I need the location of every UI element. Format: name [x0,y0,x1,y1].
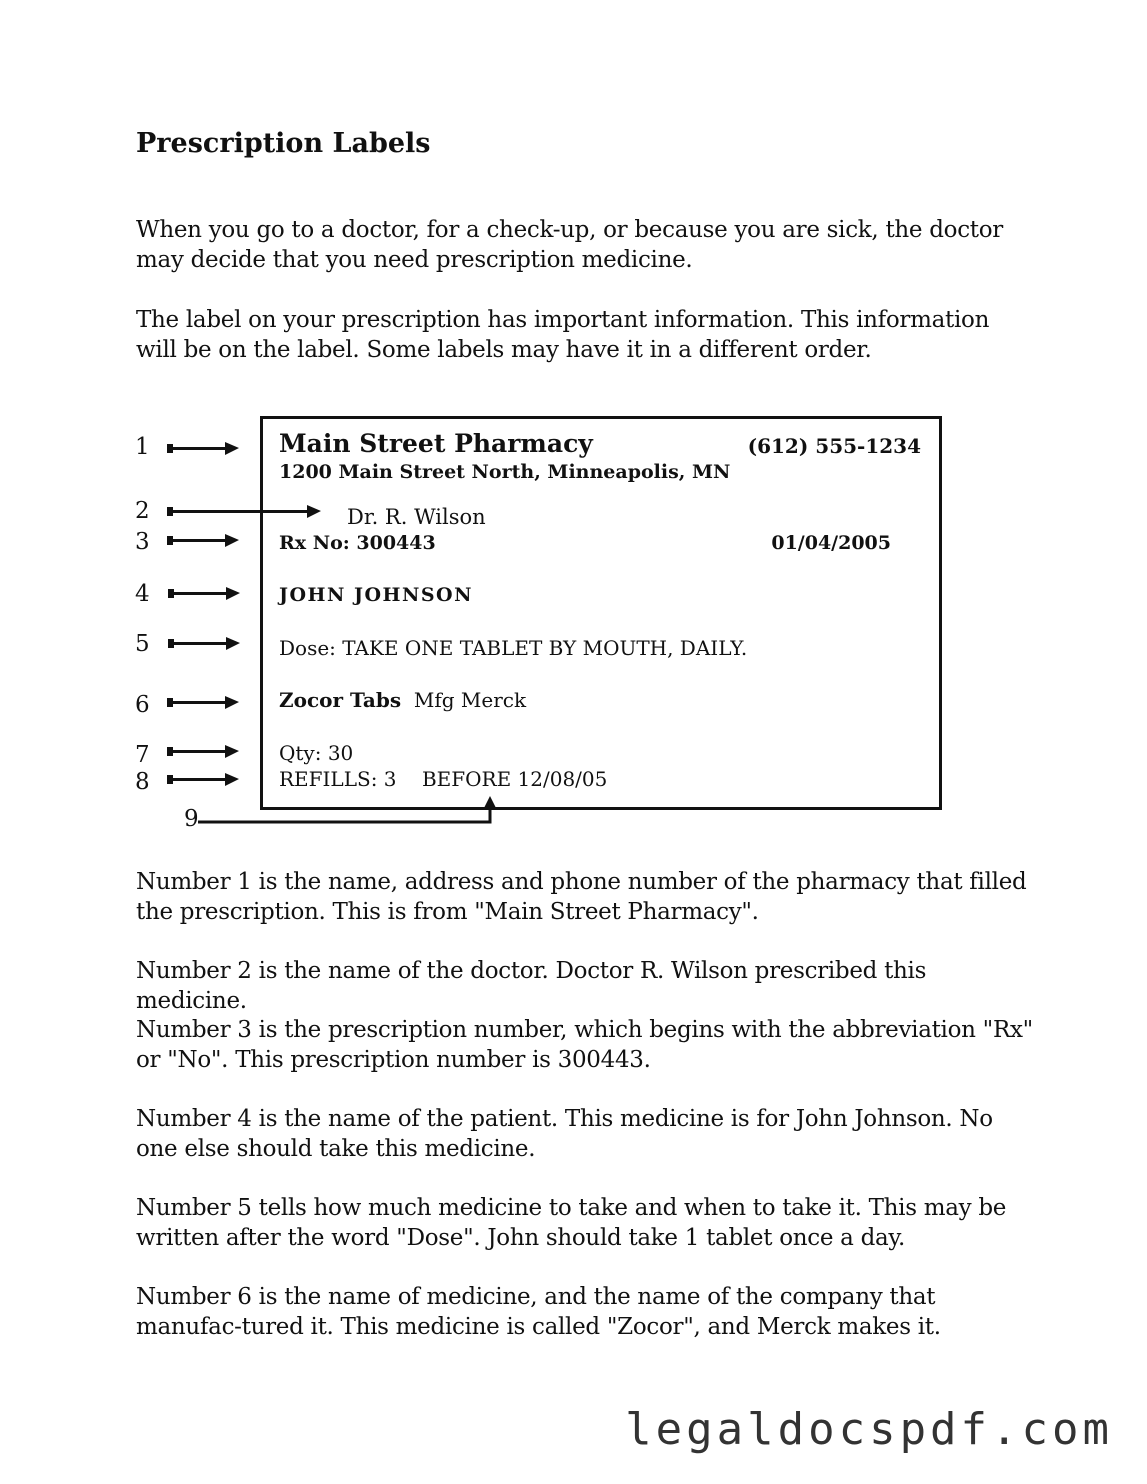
callout-arrow-8 [167,778,229,781]
rx-number: Rx No: 300443 [279,532,436,554]
pharmacy-phone: (612) 555-1234 [747,434,921,458]
pharmacy-address: 1200 Main Street North, Minneapolis, MN [279,461,731,483]
callout-arrow-1 [167,447,229,450]
callout-arrow-3 [167,539,229,542]
page-title: Prescription Labels [136,128,431,159]
medicine-name: Zocor Tabs [279,688,402,712]
callout-number-8: 8 [135,769,150,795]
explanation-1: Number 1 is the name, address and phone number of the pharmacy that filled the prescription. This is from "Main Street Pharmacy". [136,869,1027,925]
quantity: Qty: 30 [279,741,354,765]
callout-arrow-4 [168,592,230,595]
patient-name: JOHN JOHNSON [279,584,473,606]
dose-instructions: Dose: TAKE ONE TABLET BY MOUTH, DAILY. [279,636,748,660]
callout-number-5: 5 [135,631,150,657]
explanation-5: Number 5 tells how much medicine to take and when to take it. This may be written after the word "Dose". John should take 1 tablet once a day. [136,1195,1007,1251]
callout-arrow-6 [167,701,229,704]
explanation-3: Number 3 is the prescription number, which begins with the abbreviation "Rx" or "No". This prescription number is 300443. [136,1017,1033,1073]
callout-number-2: 2 [135,498,150,524]
callout-number-1: 1 [135,434,150,460]
pharmacy-name: Main Street Pharmacy [279,429,593,458]
explanation-2: Number 2 is the name of the doctor. Doctor R. Wilson prescribed this medicine. [136,958,927,1014]
callout-arrow-5 [168,642,230,645]
fill-date: 01/04/2005 [771,532,891,554]
callout-number-4: 4 [135,581,150,607]
manufacturer: Mfg Merck [413,688,527,712]
intro-paragraph-2: The label on your prescription has important information. This information will be on the label. Some labels may have it in a different order. [136,307,990,363]
callout-number-7: 7 [135,742,150,768]
callout-number-3: 3 [135,529,150,555]
explanation-6: Number 6 is the name of medicine, and the name of the company that manufac-tured it. This medicine is called "Zocor", and Merck makes it. [136,1284,941,1340]
explanation-4: Number 4 is the name of the patient. This medicine is for John Johnson. No one else should take this medicine. [136,1106,993,1162]
callout-number-9: 9 [184,806,199,832]
callout-arrow-7 [167,750,229,753]
callout-number-6: 6 [135,692,150,718]
medicine-line [279,688,526,712]
doctor-name: Dr. R. Wilson [347,505,486,529]
intro-paragraph-1: When you go to a doctor, for a check-up, or because you are sick, the doctor may decide that you need prescription medicine. [136,217,1003,273]
refills: REFILLS: 3 BEFORE 12/08/05 [279,767,608,791]
prescription-label [260,416,942,810]
watermark: legaldocspdf.com [625,1404,1113,1455]
